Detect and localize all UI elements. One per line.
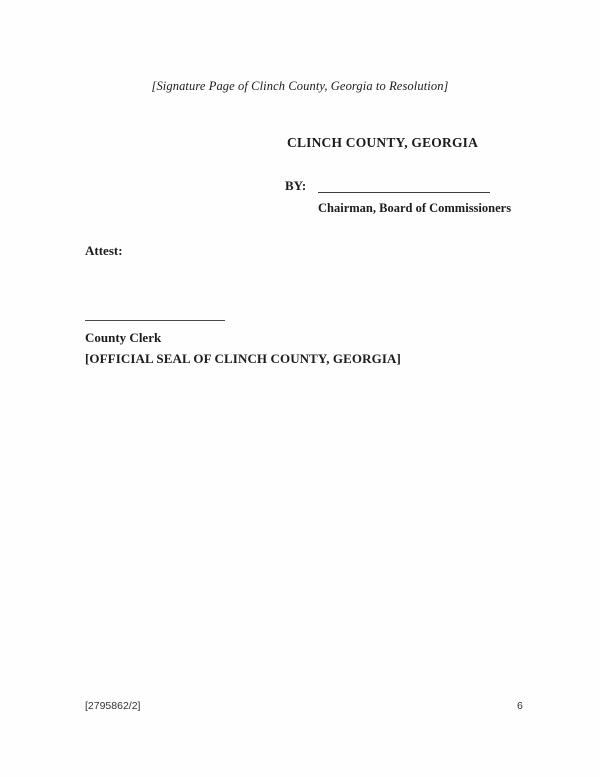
- attest-label: Attest:: [85, 243, 123, 258]
- signature-page-header-note: [Signature Page of Clinch County, Georgia to Resolution]: [151, 79, 449, 93]
- county-clerk-signature-line: [85, 320, 225, 321]
- chairman-signature-line: [318, 192, 490, 193]
- county-clerk-signer-title: County Clerk: [85, 330, 162, 345]
- footer-page-number: 6: [517, 700, 523, 712]
- by-label: BY:: [285, 178, 307, 193]
- chairman-signer-title: Chairman, Board of Commissioners: [318, 201, 512, 215]
- official-seal-note: [OFFICIAL SEAL OF CLINCH COUNTY, GEORGIA]: [85, 351, 401, 366]
- entity-name: CLINCH COUNTY, GEORGIA: [287, 135, 479, 150]
- footer-document-id: [2795862/2]: [85, 700, 141, 712]
